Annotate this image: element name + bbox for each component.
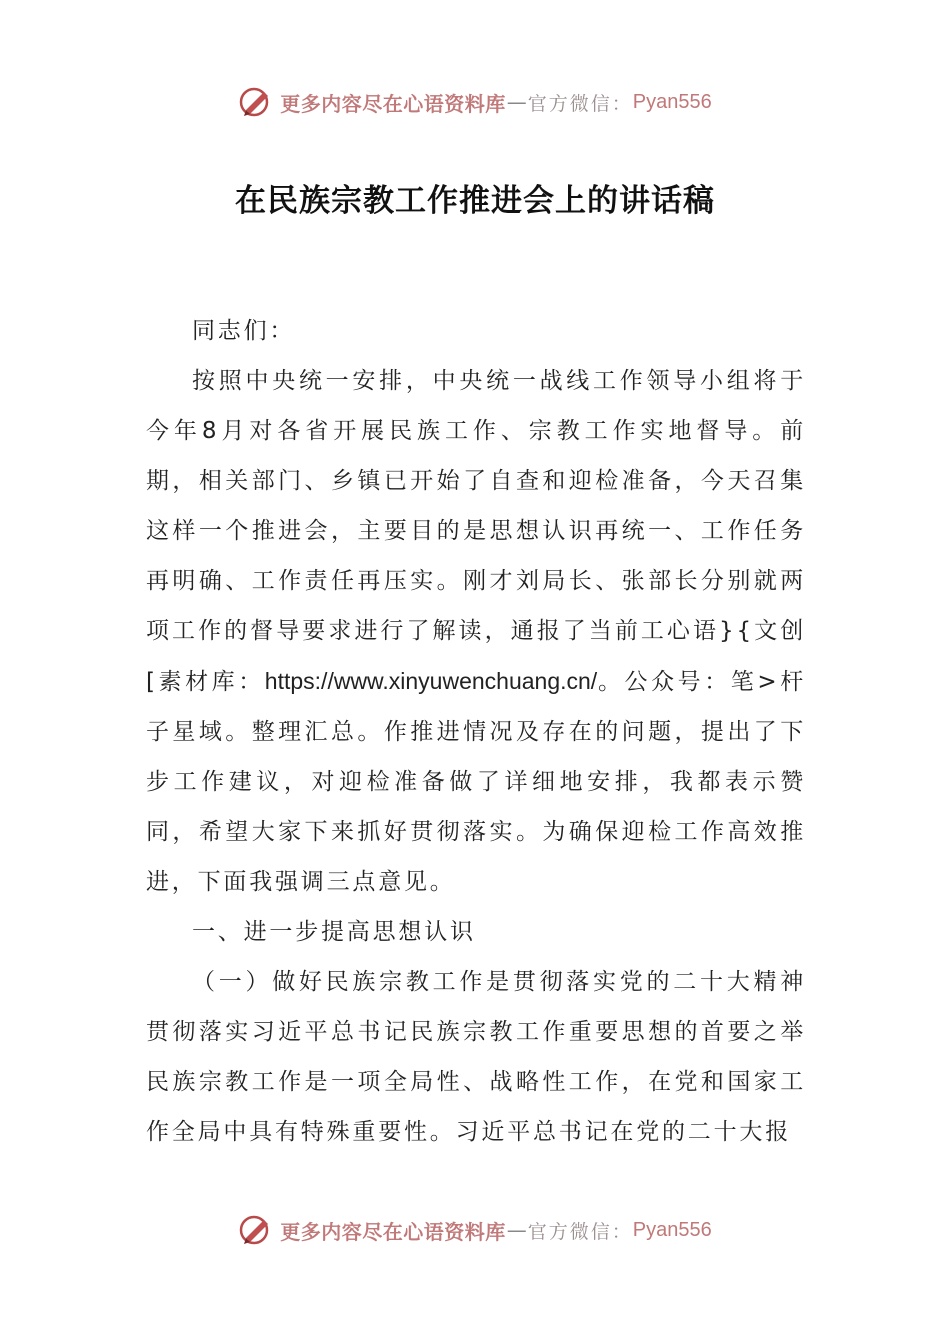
paragraph-1-part-a: 按照中央统一安排，中央统一战线工作领导小组将于今年8月对各省开展民族工作、宗教工作实地督导。前期，相关部门、乡镇已开始了自查和迎检准备，今天召集这样一个推进会，主要目的是思想认识再统一、工作任务再明确、工作责任再压实。刚才刘局长、张部长分别就两项工作的督导要求进行了解读，通报了当前工心语}{文创[素材库：: [146, 368, 806, 695]
banner-wechat-label: 官方微信：: [527, 1220, 633, 1243]
pen-logo-icon: [238, 1212, 274, 1248]
banner-wechat-id: Pyan556: [632, 1218, 712, 1241]
paragraph-1-part-b: 。公众号：笔>杆子星域。整理汇总。作推进情况及存在的问题，提出了下步工作建议，对迎检准备做了详细地安排，我都表示赞同，希望大家下来抓好贯彻落实。为确保迎检工作高效推进，下面我强调三点意见。: [146, 669, 806, 895]
salutation: 同志们：: [192, 318, 296, 344]
banner-dash: —: [506, 90, 527, 114]
banner-brand: 更多内容尽在心语资料库: [280, 1219, 506, 1244]
footer-banner: [0, 1210, 950, 1250]
banner-wechat-id: Pyan556: [632, 90, 712, 113]
header-banner: [0, 82, 950, 122]
banner-dash: —: [506, 1218, 527, 1242]
banner-brand: 更多内容尽在心语资料库: [280, 91, 506, 116]
paragraph-2: （一）做好民族宗教工作是贯彻落实党的二十大精神贯彻落实习近平总书记民族宗教工作重要思想的首要之举民族宗教工作是一项全局性、战略性工作，在党和国家工作全局中具有特殊重要性。习近平总书记在党的二十大报: [146, 969, 806, 1145]
banner-wechat-label: 官方微信：: [527, 92, 633, 115]
website-url: https://www.xinyuwenchuang.cn/: [264, 668, 598, 694]
paragraph-1: [146, 356, 806, 907]
section-heading-1: 一、进一步提高思想认识: [192, 919, 476, 945]
page-title: 在民族宗教工作推进会上的讲话稿: [235, 183, 715, 219]
document-body: [146, 306, 806, 1157]
pen-logo-icon: [238, 84, 274, 120]
